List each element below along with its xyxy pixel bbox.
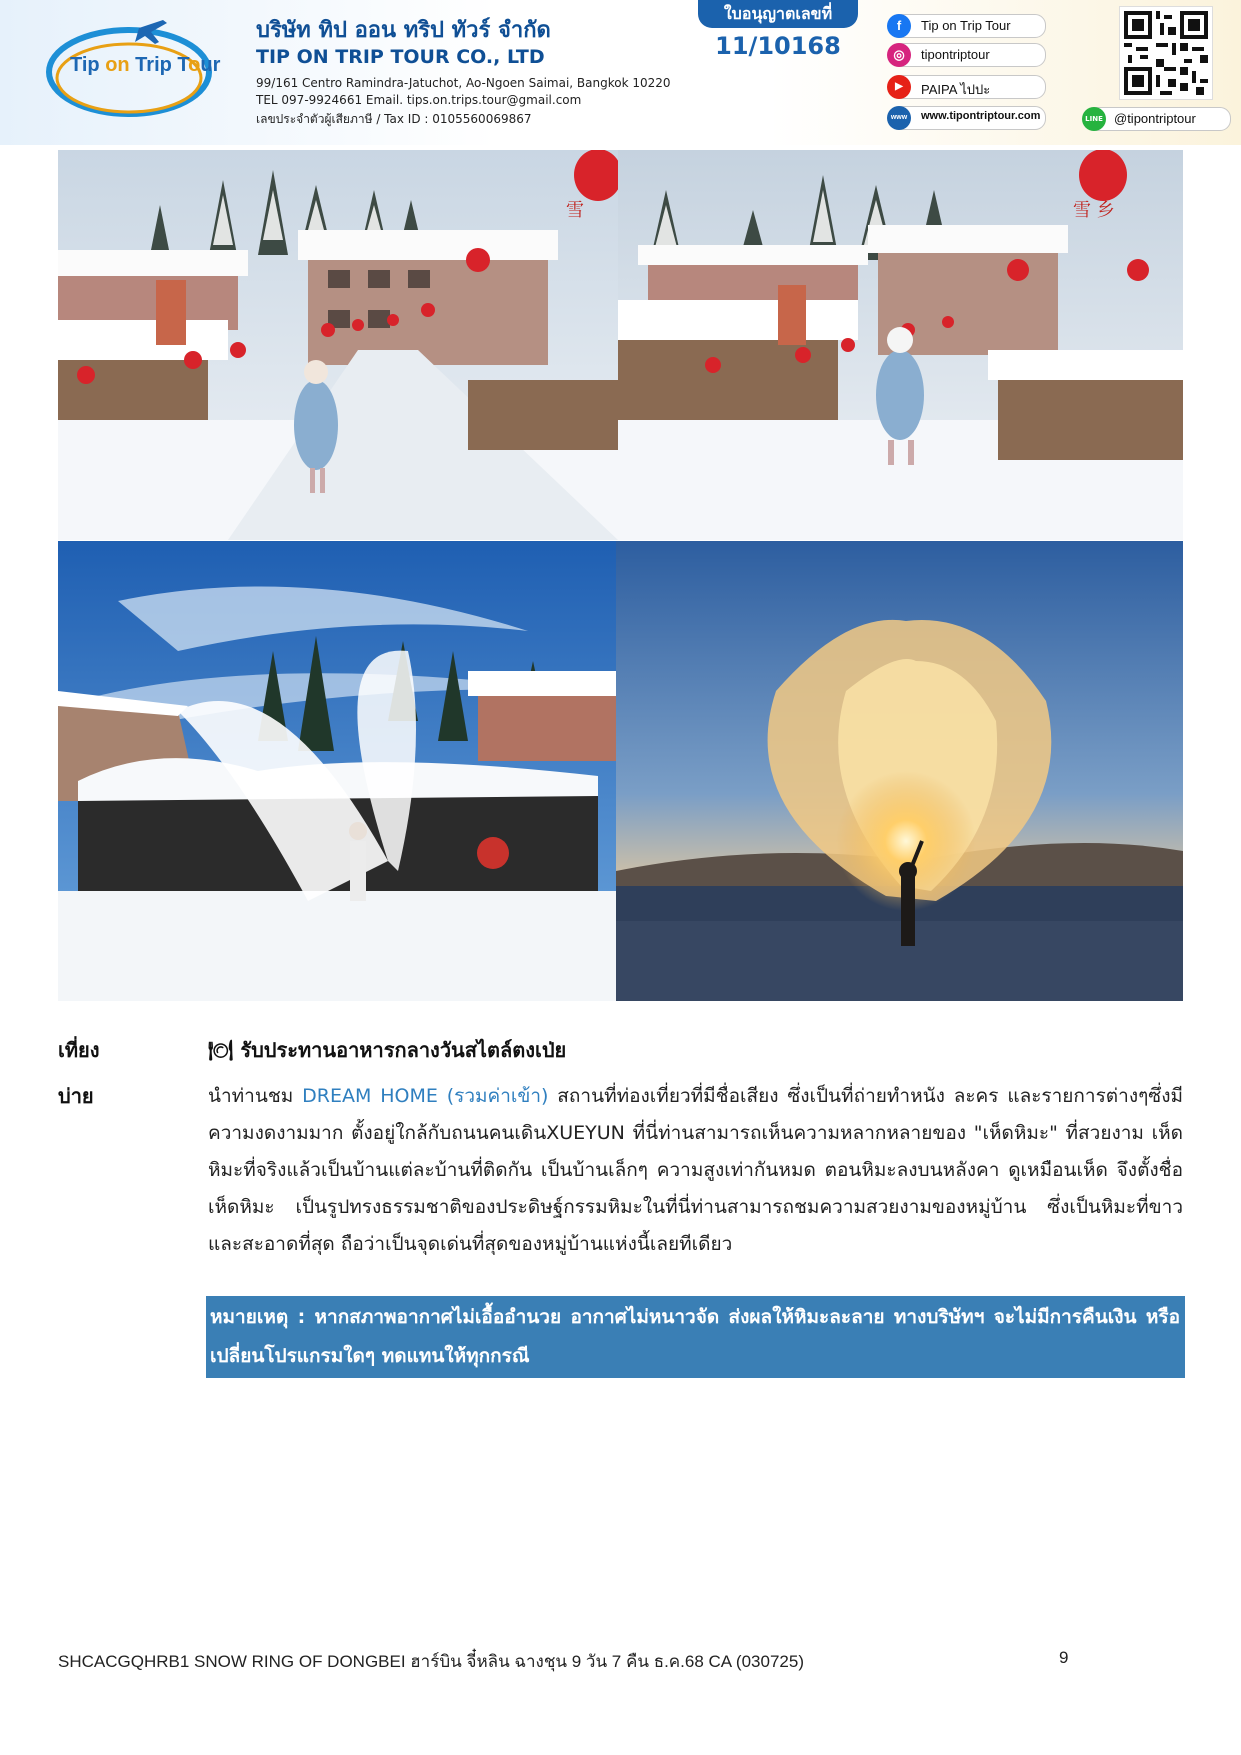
photo-snow-village-1 [58,150,618,540]
company-logo [44,16,229,126]
license-number: 11/10168 [715,32,841,60]
instagram-label: tipontriptour [921,47,990,62]
page-number: 9 [1059,1648,1069,1667]
afternoon-description [208,1078,1183,1263]
para-body: สถานที่ท่องเที่ยวที่มีชื่อเสียง ซึ่งเป็นที่ถ่ายทำหนัง ละคร และรายการต่างๆซึ่งมีความงดงามมาก ตั้งอยู่ใกล้กับถนนคนเดินXUEYUN ที่นี่ท่านสามารถเห็นความหลากหลายของ "เห็ดหิมะ" ที่สวยงาม เห็ดหิมะที่จริงแล้วเป็นบ้านแต่ละบ้านที่ติดกัน เป็นบ้านเล็กๆ ความสูงเท่ากันหมด ตอนหิมะลงบนหลังคา ดูเหมือนเห็ด จึงตั้งชื่อเห็ดหิมะ เป็นรูปทรงธรรมชาติของประดิษฐ์กรรมหิมะในที่นี่ท่านสามารถชมความสวยงามของหมู่บ้าน ซึ่งเป็นหิมะที่ขาวและสะอาดที่สุด ถือว่าเป็นจุดเด่นที่สุดของหมู่บ้านแห่งนี้เลยทีเดียว [208,1085,1183,1255]
facebook-link[interactable] [888,14,1046,38]
logo-wordmark: Tip on Trip Tour [70,54,221,76]
line-link[interactable] [1083,107,1231,131]
line-icon: LINE [1082,107,1106,131]
website-link[interactable] [888,106,1046,130]
page-header [0,0,1241,145]
youtube-icon: ▶ [887,75,911,99]
photo-sign-text: 雪 [566,200,584,221]
instagram-icon: ◎ [887,43,911,67]
photo-sign-text: 雪 乡 [1073,200,1115,221]
lunch-text [208,1034,566,1066]
afternoon-label: บ่าย [58,1084,94,1108]
para-intro: นำท่านชม [208,1085,303,1107]
company-tax-id: เลขประจำตัวผู้เสียภาษี / Tax ID : 0105560069867 [256,112,532,126]
website-label: www.tipontriptour.com [921,110,1041,122]
license-label: ใบอนุญาตเลขที่ [698,0,858,28]
company-contact: TEL 097-9924661 Email. tips.on.trips.tour@gmail.com [256,93,582,107]
company-name-english: TIP ON TRIP TOUR CO., LTD [256,46,545,68]
globe-icon: www [887,106,911,130]
lunch-description: รับประทานอาหารกลางวันสไตล์ตงเป่ย [240,1038,567,1062]
photo-water-throw-sunrise [616,541,1183,1001]
meal-icon: 🍽 [208,1038,234,1062]
youtube-link[interactable] [888,75,1046,99]
line-label: @tipontriptour [1114,111,1196,126]
lunch-label: เที่ยง [58,1038,100,1062]
footer-tour-code: SHCACGQHRB1 SNOW RING OF DONGBEI ฮาร์บิน จี๋หลิน ฉางชุน 9 วัน 7 คืน ธ.ค.68 CA (030725) [58,1652,804,1671]
photo-snow-village-2 [618,150,1183,540]
photo-water-throw-day [58,541,616,1001]
dream-home-link: DREAM HOME (รวมค่าเข้า) [302,1085,549,1107]
facebook-label: Tip on Trip Tour [921,18,1011,33]
company-address: 99/161 Centro Ramindra-Jatuchot, Ao-Ngoen Saimai, Bangkok 10220 [256,76,671,90]
qr-code [1119,6,1213,100]
note-box [206,1296,1185,1378]
company-name-thai: บริษัท ทิป ออน ทริป ทัวร์ จำกัด [256,18,551,43]
instagram-link[interactable] [888,43,1046,67]
facebook-icon: f [887,14,911,38]
note-text: หมายเหตุ : หากสภาพอากาศไม่เอื้ออำนวย อากาศไม่หนาวจัด ส่งผลให้หิมะละลาย ทางบริษัทฯ จะไม่มีการคืนเงิน หรือเปลี่ยนโปรแกรมใดๆ ทดแทนให้ทุกกรณี [210,1306,1180,1367]
youtube-label: PAIPA ไปปะ [921,82,991,97]
